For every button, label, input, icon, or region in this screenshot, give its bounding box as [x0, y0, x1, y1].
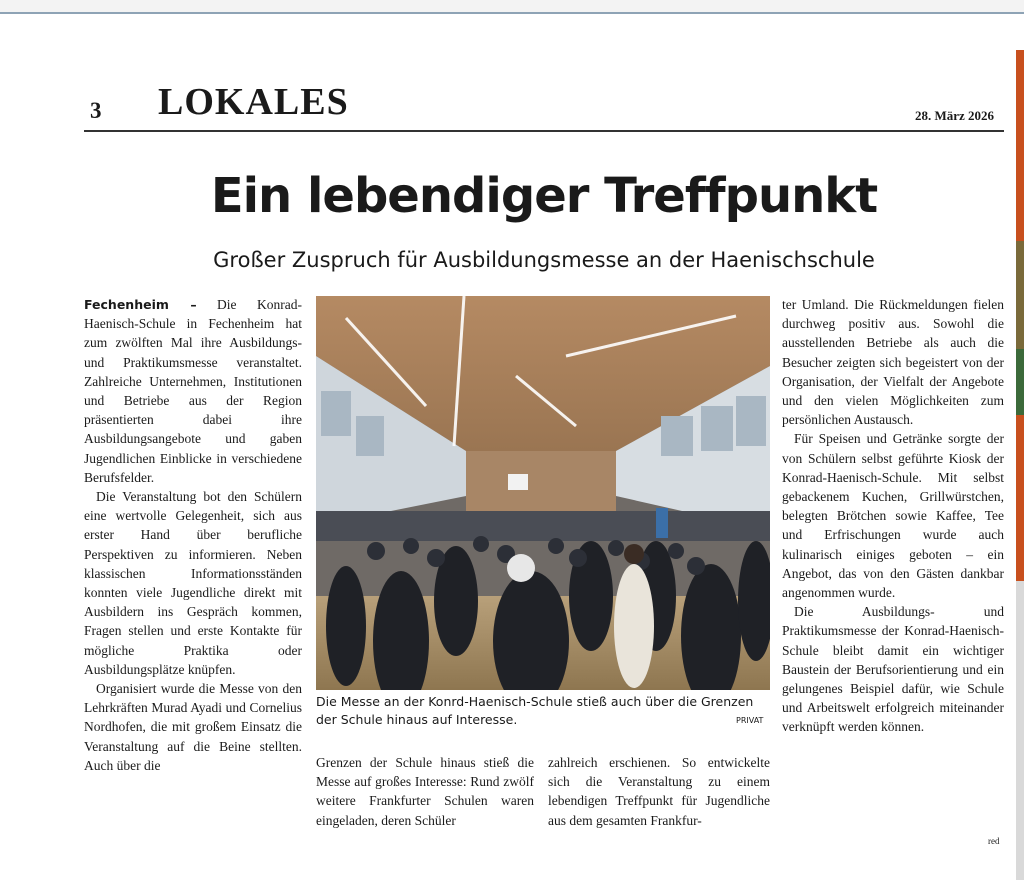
section-title: LOKALES — [158, 81, 349, 123]
col1-paragraph-1: Die Konrad-Haenisch-Schule in Fechenheim hat zum zwölften Mal ihre Ausbildungs- und Praktikumsmesse veranstaltet. Zahlreiche Unternehmen, Institutionen und Betriebe aus der Region präsentierten dabei ihre Ausbildungsangebote und gaben Jugendlichen Einblicke in verschiedene Berufsfelder. — [84, 297, 302, 485]
column-2 — [316, 753, 534, 830]
column-3 — [548, 753, 770, 830]
page-header — [84, 72, 1004, 132]
dateline: Fechenheim – — [84, 297, 197, 312]
col4-paragraph-1: ter Umland. Die Rückmeldungen fielen durchweg positiv aus. Sowohl die ausstellenden Betriebe als auch die Besucher zeigten sich begeistert von der Organisation, der Vielfalt der Angebote und den vielen Möglichkeiten zum persönlichen Austausch. — [782, 297, 1004, 428]
photo-caption: Die Messe an der Konrd-Haenisch-Schule stieß auch über die Grenzen der Schule hinaus auf Interesse. — [316, 694, 754, 727]
col4-paragraph-3: Die Ausbildungs- und Praktikumsmesse der Konrad-Haenisch-Schule bleibt damit ein wichtiger Baustein der Berufsorientierung und ein gelungenes Beispiel dafür, wie Schule und Arbeitswelt erfolgreich miteinander verknüpft werden können. — [782, 604, 1004, 735]
col3-text: zahlreich erschienen. So entwickelte sich die Veranstaltung zu einem lebendigen Treffpunkt für Jugendliche aus dem gesamten Frankfur- — [548, 755, 770, 828]
column-1 — [84, 295, 302, 775]
header-rule — [84, 130, 1004, 132]
column-4 — [782, 295, 1004, 737]
col1-paragraph-2: Die Veranstaltung bot den Schülern eine wertvolle Gelegenheit, sich aus erster Hand über berufliche Perspektiven zu informieren. Neben klassischen Informationsständen konnten viele Jugendliche direkt mit Ausbildern ins Gespräch kommen, Fragen stellen und erste Kontakte für mögliche Praktika oder Ausbildungsplätze knüpfen. — [84, 489, 302, 677]
col1-paragraph-3: Organisiert wurde die Messe von den Lehrkräften Murad Ayadi und Cornelius Nordhofen, die mit großem Einsatz die Veranstaltung auf die Beine stellten. Auch über die — [84, 681, 302, 773]
col4-paragraph-2: Für Speisen und Getränke sorgte der von Schülern selbst geführte Kiosk der Konrad-Haenisch-Schule. Mit selbst gebackenem Kuchen, Grillwürstchen, belegten Brötchen sowie Kaffee, Tee und Erfrischungen wurde auch kulinarisch einiges geboten – ein Angebot, das von den Gästen dankbar angenommen wurde. — [782, 431, 1004, 601]
article-subheadline: Großer Zuspruch für Ausbildungsmesse an der Haenischschule — [213, 248, 875, 272]
article-headline: Ein lebendiger Treffpunkt — [210, 168, 878, 224]
col2-text: Grenzen der Schule hinaus stieß die Messe auf großes Interesse: Rund zwölf weitere Frankfurter Schulen waren eingeladen, deren Schüler — [316, 755, 534, 828]
page-number: 3 — [90, 98, 102, 123]
issue-date: 28. März 2026 — [914, 108, 994, 123]
author-signature: red — [988, 836, 1000, 846]
event-hall-photo — [316, 296, 770, 690]
adjacent-page-edge — [1016, 50, 1024, 880]
photo-credit: PRIVAT — [736, 716, 764, 725]
article-photo — [316, 296, 770, 690]
